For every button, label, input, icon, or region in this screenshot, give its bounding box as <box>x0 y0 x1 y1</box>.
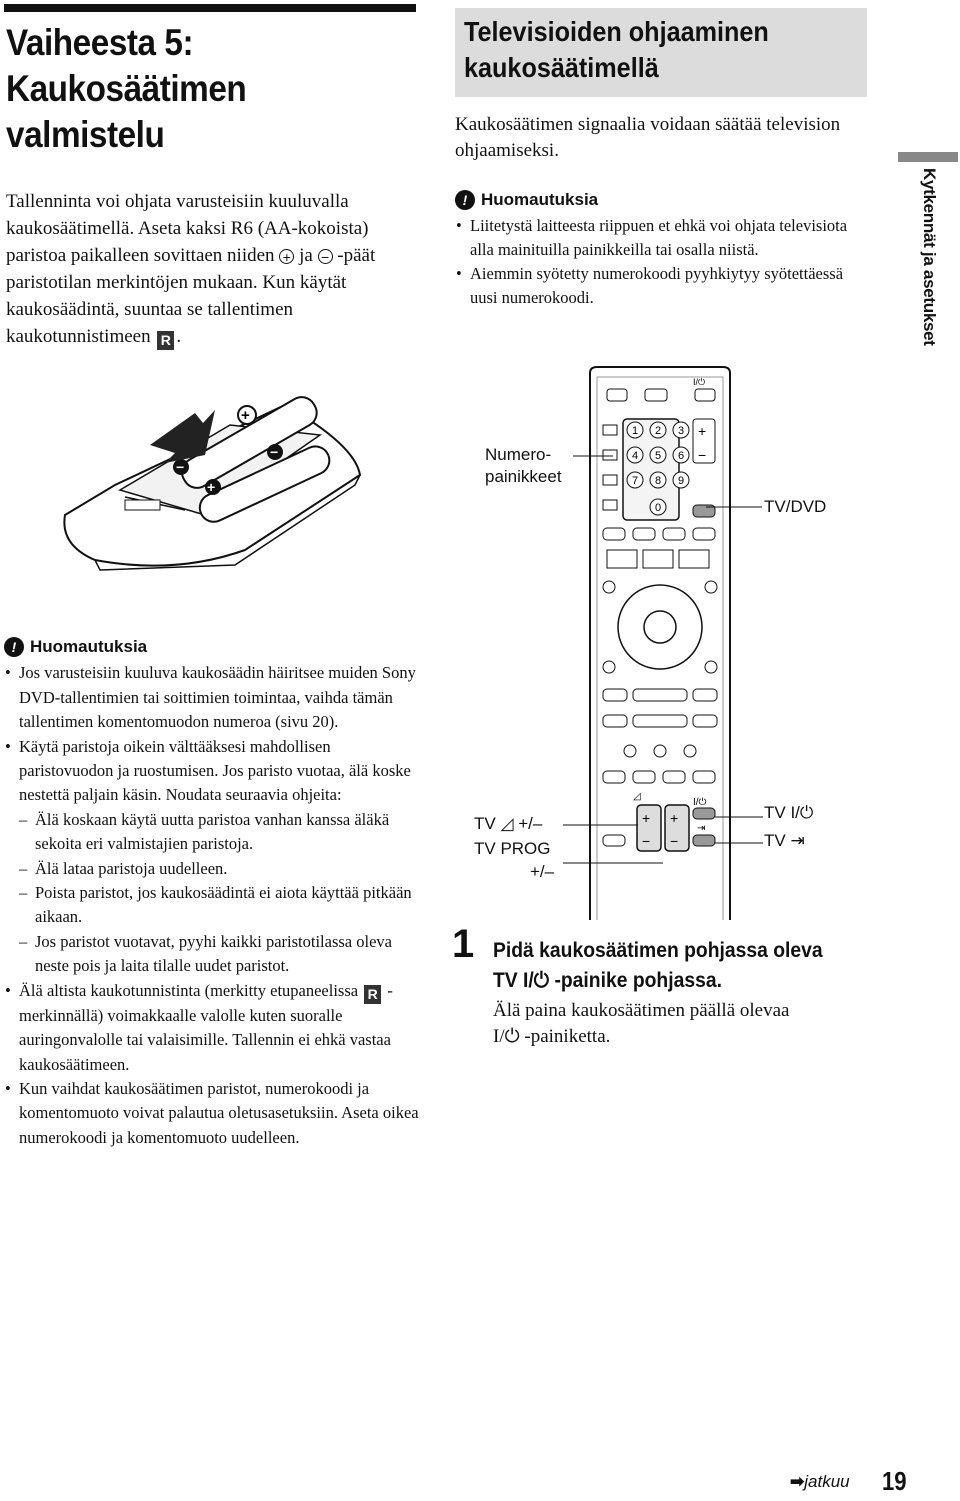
number-key-label: 3 <box>677 425 685 437</box>
svg-text:−: − <box>670 833 679 849</box>
number-key-label: 5 <box>654 450 662 462</box>
number-key-label: 7 <box>631 475 639 487</box>
number-key-label: 0 <box>654 502 662 514</box>
continue-text: jatkuu <box>804 1472 850 1491</box>
svg-text:+: + <box>642 810 651 826</box>
top-rule <box>4 4 416 12</box>
number-key-label: 6 <box>677 450 685 462</box>
number-key-label: 4 <box>631 450 639 462</box>
intro-paragraph <box>6 188 418 350</box>
number-key-label: 9 <box>677 475 685 487</box>
svg-text:+: + <box>241 407 250 424</box>
step-instruction: Pidä kaukosäätimen pohjassa oleva TV I/⏻ -painike pohjassa. <box>493 939 823 992</box>
notes-right-header <box>455 188 867 212</box>
svg-text:I/⏻: I/⏻ <box>693 797 707 808</box>
svg-text:◿: ◿ <box>633 791 641 802</box>
battery-insertion-illustration <box>55 385 370 575</box>
label-tv-volume: TV ◿ +/– <box>474 814 543 833</box>
svg-text:I/⏻: I/⏻ <box>693 377 706 387</box>
label-number-buttons: Numero- painikkeet <box>485 445 562 486</box>
note-icon: ! <box>455 190 475 210</box>
note-item <box>4 979 424 1077</box>
label-tv-dvd: TV/DVD <box>764 497 827 516</box>
remote-sensor-icon: R <box>364 985 381 1004</box>
svg-text:−: − <box>698 447 707 463</box>
number-key-label: 2 <box>654 425 662 437</box>
notes-left-title: Huomautuksia <box>30 637 148 656</box>
label-tv-power: TV I/⏻ <box>764 803 814 822</box>
note-subitem: – Jos paristot vuotavat, pyyhi kaikki paristotilassa oleva neste pois ja laita tilalle uudet paristot. <box>4 930 424 979</box>
note-subitem: – Älä lataa paristoja uudelleen. <box>4 857 424 881</box>
step-number: 1 <box>452 922 475 966</box>
note-item: • Käytä paristoja oikein välttääksesi mahdollisen paristovuodon ja ruostumisen. Jos paristo vuotaa, älä koske nestettä paljain käsin. Noudata seuraavia ohjeita: <box>4 735 424 808</box>
note-3b: -merkinnällä) voimakkaalle valolle kuten suoralle auringonvalolle tai valaisimille. Tallennin ei ehkä vastaa kaukosäätimeen. <box>19 980 393 1074</box>
note-item: • Jos varusteisiin kuuluva kaukosäädin häiritsee muiden Sony DVD-tallentimien tai soittimien toimintaa, vaihda tämän tallentimen komentomuodon numeroa (sivu 20). <box>4 661 424 734</box>
note-item: • Liitetystä laitteesta riippuen et ehkä voi ohjata televisiota alla mainituilla painikkeilla tai osalla niistä. <box>455 214 867 262</box>
label-tv-prog: TV PROG <box>474 839 551 858</box>
number-key-label: 8 <box>654 475 662 487</box>
note-item: • Kun vaihdat kaukosäätimen paristot, numerokoodi ja komentomuoto voivat palautua oletusasetuksiin. Aseta oikea numerokoodi ja komentomuoto uudelleen. <box>4 1077 424 1150</box>
svg-text:−: − <box>270 444 279 460</box>
page-number: 19 <box>882 1466 907 1496</box>
note-subitem: – Älä koskaan käytä uutta paristoa vanhan kanssa äläkä sekoita eri valmistajien paristoja. <box>4 808 424 857</box>
number-key-label: 1 <box>631 425 639 437</box>
label-tv-input: TV ⇥ <box>764 831 805 850</box>
side-tab-bar <box>898 152 958 162</box>
label-tv-prog-pm: +/– <box>530 862 555 881</box>
notes-left-header <box>4 635 424 659</box>
section-title: Televisioiden ohjaaminen kaukosäätimellä <box>464 16 769 83</box>
svg-text:+: + <box>207 479 216 495</box>
note-icon: ! <box>4 637 24 657</box>
page-title: Vaiheesta 5: Kaukosäätimen valmistelu <box>6 22 247 155</box>
note-3a: Älä altista kaukotunnistinta (merkitty etupaneelissa <box>19 980 359 1000</box>
notes-left <box>4 635 424 1150</box>
intro-and: ja <box>299 245 313 266</box>
leader-line <box>706 505 762 509</box>
svg-text:−: − <box>642 833 651 849</box>
notes-right-title: Huomautuksia <box>481 190 599 209</box>
continue-marker <box>790 1472 850 1492</box>
side-tab-label: Kytkennät ja asetukset <box>920 168 939 346</box>
step-note: Älä paina kaukosäätimen päällä olevaa I/⏻ -painiketta. <box>493 1000 790 1047</box>
svg-text:⇥: ⇥ <box>697 823 706 834</box>
minus-terminal-icon: − <box>318 249 333 264</box>
note-subitem: – Poista paristot, jos kaukosäädintä ei aiota käyttää pitkään aikaan. <box>4 881 424 930</box>
notes-right <box>455 188 867 310</box>
plus-terminal-icon: + <box>279 249 294 264</box>
intro-text-1: Tallenninta voi ohjata varusteisiin kuuluvalla kaukosäätimellä. Aseta kaksi R6 (AA-kokoista) paristoa paikalleen sovittaen niiden <box>6 191 369 266</box>
intro-end: . <box>176 326 182 347</box>
leader-line <box>573 454 613 458</box>
leader-lines <box>563 815 763 875</box>
intro-text-2: -päät paristotilan merkintöjen mukaan. Kun käytät kaukosäädintä, suuntaa se tallentimen kaukotunnistimeen <box>6 245 376 347</box>
section-intro: Kaukosäätimen signaalia voidaan säätää television ohjaamiseksi. <box>455 114 841 161</box>
continue-arrow-icon: ➡ <box>790 1472 805 1491</box>
svg-text:−: − <box>176 459 185 475</box>
note-item: • Aiemmin syötetty numerokoodi pyyhkiytyy syötettäessä uusi numerokoodi. <box>455 262 867 310</box>
svg-text:+: + <box>670 810 679 826</box>
svg-text:+: + <box>698 423 707 439</box>
remote-sensor-icon: R <box>157 331 174 350</box>
